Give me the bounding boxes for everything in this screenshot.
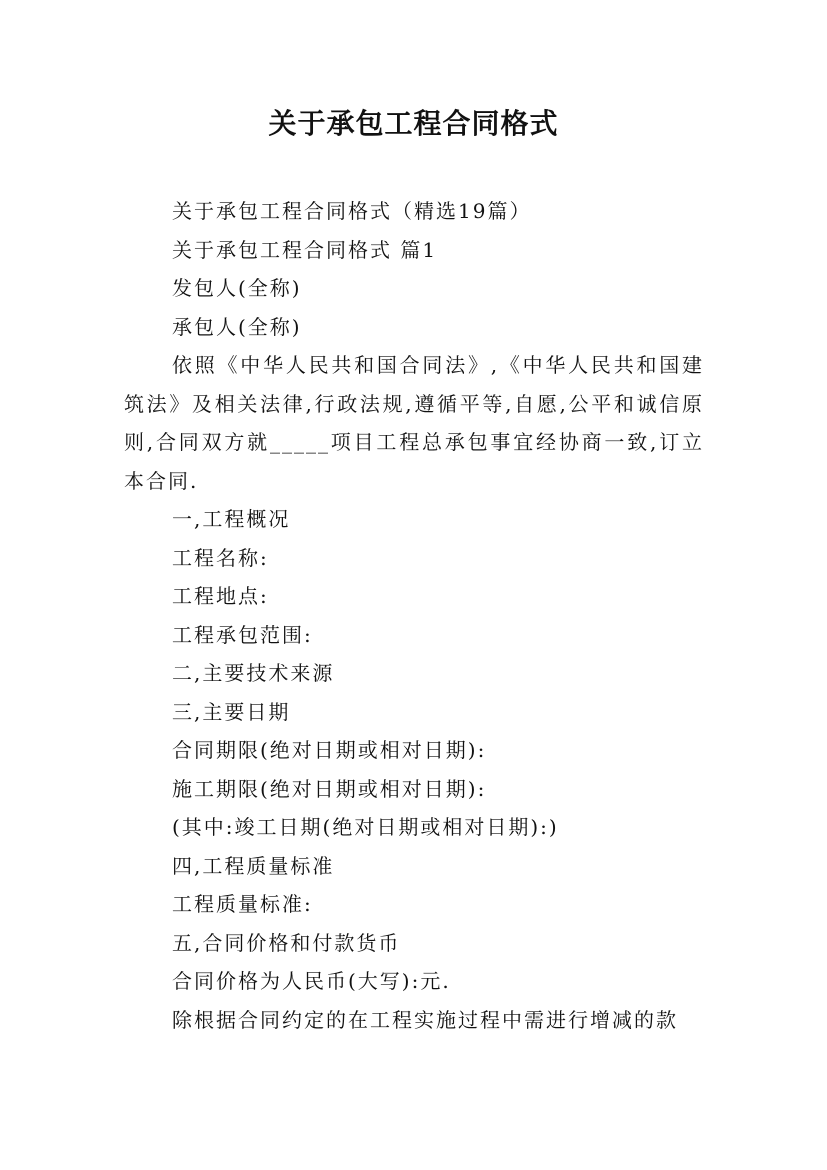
paragraph-project-scope: 工程承包范围: <box>172 622 313 647</box>
paragraph-completion-date: (其中:竣工日期(绝对日期或相对日期):) <box>172 815 559 839</box>
paragraph-subtitle: 关于承包工程合同格式（精选19篇） <box>172 199 532 223</box>
paragraph-quality-standard: 工程质量标准: <box>172 892 313 916</box>
paragraph-heading-5: 五,合同价格和付款货币 <box>172 930 401 955</box>
paragraph-heading-1: 一,工程概况 <box>172 507 291 531</box>
paragraph-preamble: 依照《中华人民共和国合同法》,《中华人民共和国建筑法》及相关法律,行政法规,遵循平等,自愿,公平和诚信原则,合同双方就_____项目工程总承包事宜经协商一致,订立本合同. <box>124 353 704 493</box>
paragraph-section-heading: 关于承包工程合同格式 篇1 <box>172 237 438 262</box>
paragraph-construction-term: 施工期限(绝对日期或相对日期): <box>172 776 487 801</box>
paragraph-price-adjustment: 除根据合同约定的在工程实施过程中需进行增减的款 <box>172 1007 678 1032</box>
paragraph-contractor: 承包人(全称) <box>172 314 302 339</box>
paragraph-project-location: 工程地点: <box>172 584 269 608</box>
paragraph-employer: 发包人(全称) <box>172 276 302 300</box>
document-title: 关于承包工程合同格式 <box>268 107 559 140</box>
paragraph-heading-3: 三,主要日期 <box>172 699 291 724</box>
paragraph-project-name: 工程名称: <box>172 545 269 570</box>
paragraph-contract-price: 合同价格为人民币(大写):元. <box>172 969 451 993</box>
paragraph-contract-term: 合同期限(绝对日期或相对日期): <box>172 738 487 762</box>
paragraph-heading-4: 四,工程质量标准 <box>172 853 335 878</box>
document-body <box>124 192 704 1039</box>
paragraph-heading-2: 二,主要技术来源 <box>172 661 335 685</box>
